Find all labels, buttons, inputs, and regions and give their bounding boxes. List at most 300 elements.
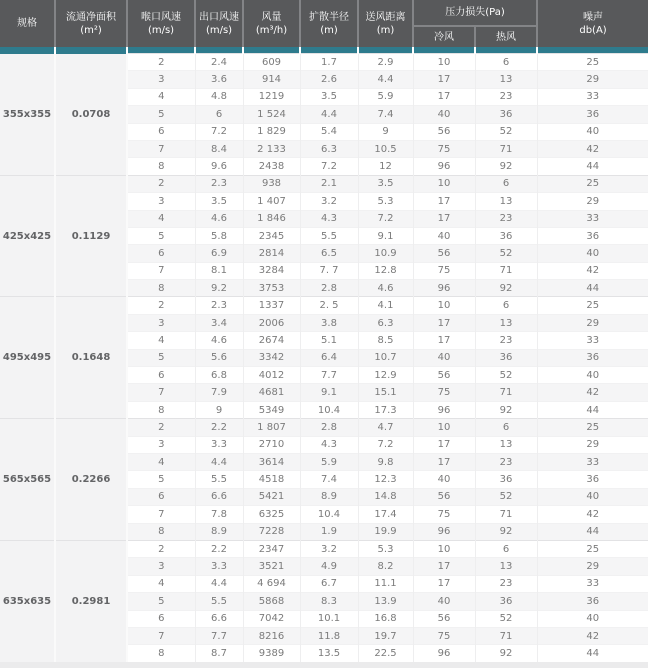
cell-diffusion_radius: 2. 5 xyxy=(300,297,358,314)
cell-outlet_speed: 5.6 xyxy=(195,349,243,366)
cell-throat_speed: 6 xyxy=(127,245,195,262)
cell-pressure_cold: 75 xyxy=(413,627,475,644)
cell-air_volume: 2710 xyxy=(243,436,300,453)
cell-diffusion_radius: 5.5 xyxy=(300,227,358,244)
cell-pressure_hot: 6 xyxy=(475,175,537,192)
cell-pressure_hot: 71 xyxy=(475,627,537,644)
cell-throw_distance: 10.5 xyxy=(358,140,413,157)
cell-outlet_speed: 2.2 xyxy=(195,419,243,436)
header-outlet-speed-label: 出口风速 xyxy=(199,11,239,23)
cell-throat_speed: 7 xyxy=(127,506,195,523)
cell-pressure_hot: 23 xyxy=(475,332,537,349)
cell-noise: 44 xyxy=(537,523,648,540)
header-outlet-speed-unit: (m/s) xyxy=(205,24,233,36)
cell-diffusion_radius: 5.4 xyxy=(300,123,358,140)
table-body xyxy=(0,54,648,663)
cell-air_volume: 2 133 xyxy=(243,140,300,157)
cell-air_volume: 2438 xyxy=(243,158,300,175)
cell-air_volume: 914 xyxy=(243,71,300,88)
cell-air_volume: 1 829 xyxy=(243,123,300,140)
cell-noise: 25 xyxy=(537,54,648,71)
cell-pressure_hot: 13 xyxy=(475,314,537,331)
cell-air_volume: 4518 xyxy=(243,471,300,488)
cell-diffusion_radius: 2.6 xyxy=(300,71,358,88)
cell-outlet_speed: 5.8 xyxy=(195,227,243,244)
header-noise-unit: db(A) xyxy=(579,24,607,36)
cell-throat_speed: 6 xyxy=(127,488,195,505)
cell-pressure_cold: 40 xyxy=(413,349,475,366)
cell-throw_distance: 6.3 xyxy=(358,314,413,331)
cell-noise: 36 xyxy=(537,106,648,123)
cell-pressure_cold: 75 xyxy=(413,140,475,157)
cell-noise: 40 xyxy=(537,123,648,140)
cell-noise: 44 xyxy=(537,401,648,418)
cell-air_volume: 2347 xyxy=(243,540,300,557)
cell-pressure_hot: 36 xyxy=(475,106,537,123)
cell-diffusion_radius: 6.5 xyxy=(300,245,358,262)
cell-air_volume: 8216 xyxy=(243,627,300,644)
cell-throat_speed: 5 xyxy=(127,106,195,123)
cell-air_volume: 2674 xyxy=(243,332,300,349)
cell-outlet_speed: 3.3 xyxy=(195,436,243,453)
cell-throw_distance: 4.6 xyxy=(358,280,413,297)
cell-noise: 29 xyxy=(537,193,648,210)
cell-pressure_cold: 96 xyxy=(413,523,475,540)
cell-throw_distance: 22.5 xyxy=(358,645,413,662)
cell-outlet_speed: 7.2 xyxy=(195,123,243,140)
cell-throw_distance: 4.4 xyxy=(358,71,413,88)
cell-throw_distance: 10.7 xyxy=(358,349,413,366)
cell-diffusion_radius: 4.9 xyxy=(300,558,358,575)
cell-pressure_cold: 40 xyxy=(413,227,475,244)
cell-diffusion_radius: 9.1 xyxy=(300,384,358,401)
cell-throat_speed: 2 xyxy=(127,540,195,557)
cell-throat_speed: 7 xyxy=(127,140,195,157)
cell-outlet_speed: 3.5 xyxy=(195,193,243,210)
cell-throat_speed: 5 xyxy=(127,349,195,366)
cell-noise: 40 xyxy=(537,610,648,627)
cell-outlet_speed: 8.7 xyxy=(195,645,243,662)
cell-diffusion_radius: 3.5 xyxy=(300,88,358,105)
cell-noise: 25 xyxy=(537,175,648,192)
header-net-flow-area xyxy=(55,0,127,47)
cell-outlet_speed: 4.6 xyxy=(195,332,243,349)
cell-pressure_cold: 17 xyxy=(413,71,475,88)
cell-throw_distance: 11.1 xyxy=(358,575,413,592)
cell-pressure_cold: 17 xyxy=(413,314,475,331)
cell-throw_distance: 12 xyxy=(358,158,413,175)
cell-throat_speed: 4 xyxy=(127,88,195,105)
cell-noise: 33 xyxy=(537,88,648,105)
cell-air_volume: 938 xyxy=(243,175,300,192)
cell-outlet_speed: 2.2 xyxy=(195,540,243,557)
cell-throat_speed: 4 xyxy=(127,453,195,470)
cell-pressure_hot: 13 xyxy=(475,558,537,575)
cell-diffusion_radius: 2.8 xyxy=(300,280,358,297)
cell-air_volume: 3753 xyxy=(243,280,300,297)
cell-diffusion_radius: 5.9 xyxy=(300,453,358,470)
cell-diffusion_radius: 6.3 xyxy=(300,140,358,157)
cell-outlet_speed: 8.4 xyxy=(195,140,243,157)
header-air-volume-unit: (m³/h) xyxy=(255,24,288,36)
cell-pressure_hot: 36 xyxy=(475,227,537,244)
cell-outlet_speed: 4.4 xyxy=(195,575,243,592)
cell-pressure_hot: 36 xyxy=(475,593,537,610)
cell-outlet_speed: 8.9 xyxy=(195,523,243,540)
cell-diffusion_radius: 8.9 xyxy=(300,488,358,505)
cell-diffusion_radius: 1.7 xyxy=(300,54,358,71)
table-row xyxy=(0,540,648,557)
cell-noise: 44 xyxy=(537,280,648,297)
header-outlet-speed xyxy=(195,0,243,47)
cell-throat_speed: 3 xyxy=(127,314,195,331)
cell-outlet_speed: 9.2 xyxy=(195,280,243,297)
cell-outlet_speed: 2.3 xyxy=(195,297,243,314)
cell-outlet_speed: 6.6 xyxy=(195,610,243,627)
cell-air_volume: 609 xyxy=(243,54,300,71)
cell-noise: 40 xyxy=(537,245,648,262)
cell-pressure_hot: 92 xyxy=(475,280,537,297)
header-pressure-cold: 冷风 xyxy=(413,26,475,47)
cell-throat_speed: 5 xyxy=(127,227,195,244)
header-throw-distance-label: 送风距离 xyxy=(365,11,406,23)
cell-outlet_speed: 3.3 xyxy=(195,558,243,575)
cell-diffusion_radius: 2.1 xyxy=(300,175,358,192)
header-throat-speed-unit: (m/s) xyxy=(147,24,175,36)
cell-throat_speed: 6 xyxy=(127,367,195,384)
cell-diffusion_radius: 6.4 xyxy=(300,349,358,366)
cell-pressure_hot: 6 xyxy=(475,54,537,71)
cell-diffusion_radius: 3.2 xyxy=(300,540,358,557)
cell-throat_speed: 4 xyxy=(127,575,195,592)
cell-noise: 40 xyxy=(537,488,648,505)
header-pressure-loss: 压力损失(Pa) xyxy=(413,0,537,26)
cell-throat_speed: 5 xyxy=(127,593,195,610)
cell-air_volume: 5421 xyxy=(243,488,300,505)
cell-pressure_hot: 6 xyxy=(475,419,537,436)
cell-pressure_cold: 96 xyxy=(413,280,475,297)
cell-throw_distance: 14.8 xyxy=(358,488,413,505)
cell-pressure_cold: 56 xyxy=(413,123,475,140)
cell-air_volume: 1 407 xyxy=(243,193,300,210)
cell-diffusion_radius: 6.7 xyxy=(300,575,358,592)
cell-air_volume: 3614 xyxy=(243,453,300,470)
cell-throat_speed: 8 xyxy=(127,401,195,418)
cell-noise: 36 xyxy=(537,471,648,488)
cell-air_volume: 7042 xyxy=(243,610,300,627)
cell-outlet_speed: 6.8 xyxy=(195,367,243,384)
cell-diffusion_radius: 10.1 xyxy=(300,610,358,627)
cell-pressure_cold: 10 xyxy=(413,540,475,557)
cell-pressure_hot: 13 xyxy=(475,193,537,210)
cell-noise: 36 xyxy=(537,593,648,610)
table-row xyxy=(0,297,648,314)
cell-outlet_speed: 9.6 xyxy=(195,158,243,175)
cell-throat_speed: 5 xyxy=(127,471,195,488)
cell-pressure_cold: 75 xyxy=(413,384,475,401)
cell-air_volume: 2345 xyxy=(243,227,300,244)
area-cell: 0.2981 xyxy=(55,540,127,662)
cell-air_volume: 2814 xyxy=(243,245,300,262)
cell-noise: 33 xyxy=(537,575,648,592)
cell-pressure_hot: 71 xyxy=(475,262,537,279)
cell-outlet_speed: 4.6 xyxy=(195,210,243,227)
cell-pressure_cold: 75 xyxy=(413,262,475,279)
header-diffusion-radius xyxy=(300,0,358,47)
cell-diffusion_radius: 11.8 xyxy=(300,627,358,644)
cell-pressure_cold: 96 xyxy=(413,401,475,418)
spec-cell: 495x495 xyxy=(0,297,55,419)
cell-throw_distance: 2.9 xyxy=(358,54,413,71)
cell-noise: 42 xyxy=(537,506,648,523)
cell-pressure_hot: 52 xyxy=(475,245,537,262)
cell-noise: 40 xyxy=(537,367,648,384)
cell-throat_speed: 2 xyxy=(127,54,195,71)
cell-noise: 44 xyxy=(537,645,648,662)
spec-cell: 425x425 xyxy=(0,175,55,297)
cell-pressure_cold: 10 xyxy=(413,54,475,71)
cell-diffusion_radius: 8.3 xyxy=(300,593,358,610)
cell-outlet_speed: 5.5 xyxy=(195,593,243,610)
cell-pressure_hot: 13 xyxy=(475,436,537,453)
cell-outlet_speed: 2.3 xyxy=(195,175,243,192)
cell-pressure_hot: 23 xyxy=(475,575,537,592)
cell-pressure_cold: 10 xyxy=(413,175,475,192)
cell-pressure_cold: 17 xyxy=(413,575,475,592)
cell-pressure_hot: 52 xyxy=(475,610,537,627)
header-net-flow-area-label: 流通净面积 xyxy=(66,11,116,23)
cell-pressure_hot: 13 xyxy=(475,71,537,88)
cell-diffusion_radius: 7. 7 xyxy=(300,262,358,279)
cell-pressure_cold: 40 xyxy=(413,593,475,610)
cell-air_volume: 4012 xyxy=(243,367,300,384)
cell-diffusion_radius: 7.4 xyxy=(300,471,358,488)
cell-throat_speed: 6 xyxy=(127,123,195,140)
cell-diffusion_radius: 5.1 xyxy=(300,332,358,349)
cell-air_volume: 1 846 xyxy=(243,210,300,227)
cell-noise: 25 xyxy=(537,419,648,436)
cell-air_volume: 6325 xyxy=(243,506,300,523)
cell-air_volume: 1219 xyxy=(243,88,300,105)
cell-outlet_speed: 4.4 xyxy=(195,453,243,470)
cell-noise: 33 xyxy=(537,453,648,470)
cell-noise: 29 xyxy=(537,436,648,453)
cell-outlet_speed: 6 xyxy=(195,106,243,123)
cell-pressure_cold: 17 xyxy=(413,193,475,210)
header-pressure-hot: 热风 xyxy=(475,26,537,47)
cell-noise: 36 xyxy=(537,227,648,244)
cell-noise: 29 xyxy=(537,314,648,331)
cell-noise: 25 xyxy=(537,297,648,314)
cell-outlet_speed: 7.8 xyxy=(195,506,243,523)
cell-throw_distance: 10.9 xyxy=(358,245,413,262)
header-net-flow-area-unit: (m²) xyxy=(80,24,102,36)
cell-noise: 29 xyxy=(537,558,648,575)
cell-throat_speed: 2 xyxy=(127,419,195,436)
cell-diffusion_radius: 7.7 xyxy=(300,367,358,384)
cell-throat_speed: 6 xyxy=(127,610,195,627)
cell-outlet_speed: 6.6 xyxy=(195,488,243,505)
cell-throat_speed: 7 xyxy=(127,627,195,644)
cell-throw_distance: 7.4 xyxy=(358,106,413,123)
cell-throat_speed: 8 xyxy=(127,158,195,175)
cell-throat_speed: 2 xyxy=(127,297,195,314)
cell-throw_distance: 9 xyxy=(358,123,413,140)
cell-air_volume: 1 524 xyxy=(243,106,300,123)
cell-pressure_hot: 36 xyxy=(475,349,537,366)
cell-throat_speed: 7 xyxy=(127,384,195,401)
area-cell: 0.1648 xyxy=(55,297,127,419)
header-air-volume-label: 风量 xyxy=(261,11,282,23)
cell-pressure_hot: 52 xyxy=(475,367,537,384)
cell-throat_speed: 8 xyxy=(127,645,195,662)
header-diffusion-radius-unit: (m) xyxy=(320,24,338,36)
cell-outlet_speed: 3.6 xyxy=(195,71,243,88)
cell-noise: 33 xyxy=(537,332,648,349)
cell-pressure_cold: 17 xyxy=(413,88,475,105)
cell-throw_distance: 4.1 xyxy=(358,297,413,314)
cell-pressure_hot: 92 xyxy=(475,401,537,418)
cell-diffusion_radius: 4.3 xyxy=(300,436,358,453)
cell-diffusion_radius: 1.9 xyxy=(300,523,358,540)
table-row xyxy=(0,54,648,71)
cell-pressure_cold: 40 xyxy=(413,106,475,123)
cell-pressure_hot: 71 xyxy=(475,384,537,401)
cell-noise: 44 xyxy=(537,158,648,175)
cell-throat_speed: 3 xyxy=(127,436,195,453)
header-throat-speed-label: 喉口风速 xyxy=(141,11,181,23)
cell-noise: 36 xyxy=(537,349,648,366)
cell-pressure_hot: 71 xyxy=(475,506,537,523)
cell-pressure_hot: 52 xyxy=(475,123,537,140)
cell-throw_distance: 9.1 xyxy=(358,227,413,244)
cell-outlet_speed: 3.4 xyxy=(195,314,243,331)
cell-pressure_cold: 56 xyxy=(413,488,475,505)
cell-outlet_speed: 7.7 xyxy=(195,627,243,644)
cell-throat_speed: 3 xyxy=(127,71,195,88)
cell-pressure_cold: 56 xyxy=(413,245,475,262)
cell-air_volume: 3521 xyxy=(243,558,300,575)
cell-throat_speed: 4 xyxy=(127,332,195,349)
cell-pressure_hot: 23 xyxy=(475,88,537,105)
cell-air_volume: 9389 xyxy=(243,645,300,662)
cell-pressure_cold: 17 xyxy=(413,558,475,575)
cell-diffusion_radius: 10.4 xyxy=(300,401,358,418)
cell-diffusion_radius: 3.8 xyxy=(300,314,358,331)
header-throw-distance xyxy=(358,0,413,47)
cell-throw_distance: 5.9 xyxy=(358,88,413,105)
spec-cell: 635x635 xyxy=(0,540,55,662)
cell-pressure_cold: 10 xyxy=(413,419,475,436)
cell-throat_speed: 3 xyxy=(127,193,195,210)
cell-pressure_hot: 23 xyxy=(475,210,537,227)
cell-air_volume: 3342 xyxy=(243,349,300,366)
cell-pressure_cold: 17 xyxy=(413,332,475,349)
cell-air_volume: 2006 xyxy=(243,314,300,331)
header-air-volume xyxy=(243,0,300,47)
cell-throw_distance: 7.2 xyxy=(358,436,413,453)
cell-pressure_hot: 92 xyxy=(475,523,537,540)
cell-pressure_cold: 56 xyxy=(413,367,475,384)
cell-outlet_speed: 5.5 xyxy=(195,471,243,488)
cell-air_volume: 1 807 xyxy=(243,419,300,436)
cell-diffusion_radius: 3.2 xyxy=(300,193,358,210)
cell-pressure_cold: 17 xyxy=(413,436,475,453)
cell-pressure_hot: 6 xyxy=(475,540,537,557)
cell-pressure_cold: 96 xyxy=(413,645,475,662)
header-noise xyxy=(537,0,648,47)
header-diffusion-radius-label: 扩散半径 xyxy=(309,11,349,23)
cell-noise: 42 xyxy=(537,384,648,401)
cell-noise: 42 xyxy=(537,627,648,644)
header-noise-label: 噪声 xyxy=(583,11,604,23)
cell-pressure_hot: 23 xyxy=(475,453,537,470)
cell-pressure_hot: 92 xyxy=(475,158,537,175)
cell-air_volume: 1337 xyxy=(243,297,300,314)
cell-pressure_hot: 52 xyxy=(475,488,537,505)
cell-diffusion_radius: 7.2 xyxy=(300,158,358,175)
cell-throat_speed: 3 xyxy=(127,558,195,575)
cell-pressure_hot: 92 xyxy=(475,645,537,662)
cell-throw_distance: 8.2 xyxy=(358,558,413,575)
cell-noise: 25 xyxy=(537,540,648,557)
cell-pressure_hot: 6 xyxy=(475,297,537,314)
cell-outlet_speed: 4.8 xyxy=(195,88,243,105)
cell-throw_distance: 5.3 xyxy=(358,540,413,557)
cell-outlet_speed: 9 xyxy=(195,401,243,418)
cell-throat_speed: 4 xyxy=(127,210,195,227)
header-throat-speed xyxy=(127,0,195,47)
cell-pressure_cold: 96 xyxy=(413,158,475,175)
cell-diffusion_radius: 2.8 xyxy=(300,419,358,436)
cell-air_volume: 4681 xyxy=(243,384,300,401)
cell-throw_distance: 4.7 xyxy=(358,419,413,436)
cell-outlet_speed: 6.9 xyxy=(195,245,243,262)
cell-throat_speed: 8 xyxy=(127,523,195,540)
cell-outlet_speed: 2.4 xyxy=(195,54,243,71)
cell-throw_distance: 16.8 xyxy=(358,610,413,627)
cell-diffusion_radius: 4.3 xyxy=(300,210,358,227)
cell-throw_distance: 3.5 xyxy=(358,175,413,192)
cell-outlet_speed: 8.1 xyxy=(195,262,243,279)
cell-air_volume: 4 694 xyxy=(243,575,300,592)
table-header xyxy=(0,0,648,54)
cell-pressure_hot: 36 xyxy=(475,471,537,488)
cell-throw_distance: 12.9 xyxy=(358,367,413,384)
cell-pressure_cold: 40 xyxy=(413,471,475,488)
cell-outlet_speed: 7.9 xyxy=(195,384,243,401)
cell-noise: 29 xyxy=(537,71,648,88)
cell-throw_distance: 9.8 xyxy=(358,453,413,470)
cell-throw_distance: 12.8 xyxy=(358,262,413,279)
cell-throw_distance: 17.4 xyxy=(358,506,413,523)
cell-throat_speed: 7 xyxy=(127,262,195,279)
cell-pressure_cold: 56 xyxy=(413,610,475,627)
cell-pressure_cold: 75 xyxy=(413,506,475,523)
area-cell: 0.0708 xyxy=(55,54,127,176)
cell-throat_speed: 2 xyxy=(127,175,195,192)
cell-throw_distance: 17.3 xyxy=(358,401,413,418)
area-cell: 0.2266 xyxy=(55,419,127,541)
cell-air_volume: 5349 xyxy=(243,401,300,418)
header-throw-distance-unit: (m) xyxy=(376,24,395,36)
area-cell: 0.1129 xyxy=(55,175,127,297)
cell-throw_distance: 5.3 xyxy=(358,193,413,210)
cell-diffusion_radius: 4.4 xyxy=(300,106,358,123)
spec-cell: 355x355 xyxy=(0,54,55,176)
table-row xyxy=(0,419,648,436)
cell-throw_distance: 15.1 xyxy=(358,384,413,401)
